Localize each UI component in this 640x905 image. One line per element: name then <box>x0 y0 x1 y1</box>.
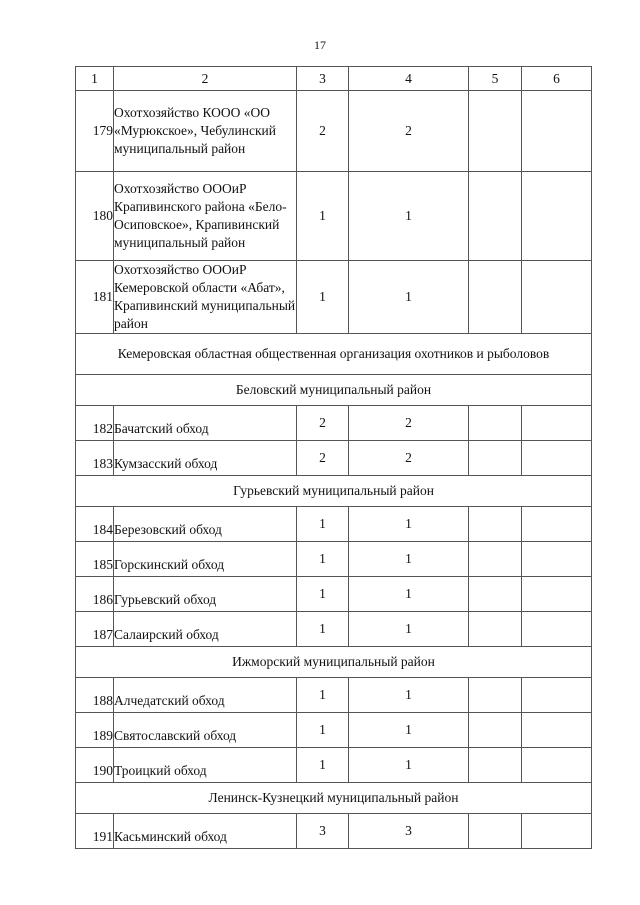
row-number: 188 <box>76 678 114 713</box>
row-number: 189 <box>76 713 114 748</box>
col-5-empty <box>469 91 522 172</box>
table-row <box>76 406 592 441</box>
col-5-empty <box>469 172 522 261</box>
table-row <box>76 441 592 476</box>
header-col-1: 1 <box>76 67 114 91</box>
col-4-value: 1 <box>349 678 469 713</box>
col-5-empty <box>469 814 522 849</box>
col-4-value: 1 <box>349 612 469 647</box>
row-number: 191 <box>76 814 114 849</box>
col-3-value: 1 <box>297 713 349 748</box>
table-row <box>76 542 592 577</box>
col-4-value: 2 <box>349 441 469 476</box>
col-6-empty <box>522 441 592 476</box>
table-row <box>76 577 592 612</box>
row-number: 181 <box>76 261 114 334</box>
table-row <box>76 91 592 172</box>
registry-table <box>75 66 592 849</box>
col-3-value: 1 <box>297 542 349 577</box>
row-number: 186 <box>76 577 114 612</box>
header-col-5: 5 <box>469 67 522 91</box>
col-4-value: 2 <box>349 91 469 172</box>
col-4-value: 3 <box>349 814 469 849</box>
col-5-empty <box>469 542 522 577</box>
col-4-value: 2 <box>349 406 469 441</box>
table-row <box>76 261 592 334</box>
col-5-empty <box>469 406 522 441</box>
col-4-value: 1 <box>349 172 469 261</box>
table-row <box>76 713 592 748</box>
table-row <box>76 507 592 542</box>
col-4-value: 1 <box>349 542 469 577</box>
col-5-empty <box>469 612 522 647</box>
hunting-ground-name: Охотхозяйство ОООиР Кемеровской области «Абат», Крапивинский муниципальный район <box>114 261 297 334</box>
col-6-empty <box>522 577 592 612</box>
col-3-value: 2 <box>297 441 349 476</box>
organization-title: Кемеровская областная общественная организация охотников и рыболовов <box>76 334 592 375</box>
district-row <box>76 375 592 406</box>
hunting-ground-name: Алчедатский обход <box>114 678 297 713</box>
hunting-ground-name: Святославский обход <box>114 713 297 748</box>
col-5-empty <box>469 748 522 783</box>
col-6-empty <box>522 713 592 748</box>
col-3-value: 1 <box>297 577 349 612</box>
col-4-value: 1 <box>349 507 469 542</box>
hunting-ground-name: Гурьевский обход <box>114 577 297 612</box>
col-5-empty <box>469 507 522 542</box>
hunting-ground-name: Охотхозяйство ОООиР Крапивинского района «Бело-Осиповское», Крапивинский муниципальный район <box>114 172 297 261</box>
row-number: 180 <box>76 172 114 261</box>
hunting-ground-name: Троицкий обход <box>114 748 297 783</box>
hunting-ground-name: Бачатский обход <box>114 406 297 441</box>
row-number: 190 <box>76 748 114 783</box>
hunting-ground-name: Кумзасский обход <box>114 441 297 476</box>
col-3-value: 1 <box>297 678 349 713</box>
table-row <box>76 748 592 783</box>
col-3-value: 1 <box>297 507 349 542</box>
col-3-value: 1 <box>297 172 349 261</box>
col-4-value: 1 <box>349 577 469 612</box>
row-number: 185 <box>76 542 114 577</box>
col-6-empty <box>522 678 592 713</box>
col-3-value: 3 <box>297 814 349 849</box>
col-5-empty <box>469 678 522 713</box>
col-3-value: 2 <box>297 406 349 441</box>
header-col-4: 4 <box>349 67 469 91</box>
header-row <box>76 67 592 91</box>
col-5-empty <box>469 441 522 476</box>
table-row <box>76 678 592 713</box>
hunting-ground-name: Касьминский обход <box>114 814 297 849</box>
col-4-value: 1 <box>349 261 469 334</box>
col-6-empty <box>522 748 592 783</box>
district-row <box>76 783 592 814</box>
table-row <box>76 172 592 261</box>
col-6-empty <box>522 261 592 334</box>
row-number: 179 <box>76 91 114 172</box>
col-5-empty <box>469 261 522 334</box>
row-number: 187 <box>76 612 114 647</box>
row-number: 183 <box>76 441 114 476</box>
row-number: 184 <box>76 507 114 542</box>
col-6-empty <box>522 507 592 542</box>
district-title: Гурьевский муниципальный район <box>76 476 592 507</box>
organization-row <box>76 334 592 375</box>
col-5-empty <box>469 577 522 612</box>
col-3-value: 2 <box>297 91 349 172</box>
hunting-ground-name: Горскинский обход <box>114 542 297 577</box>
col-6-empty <box>522 406 592 441</box>
header-col-3: 3 <box>297 67 349 91</box>
district-title: Ленинск-Кузнецкий муниципальный район <box>76 783 592 814</box>
district-row <box>76 647 592 678</box>
col-6-empty <box>522 612 592 647</box>
header-col-2: 2 <box>114 67 297 91</box>
col-4-value: 1 <box>349 748 469 783</box>
hunting-ground-name: Охотхозяйство КООО «ОО «Мурюкское», Чебулинский муниципальный район <box>114 91 297 172</box>
header-col-6: 6 <box>522 67 592 91</box>
col-6-empty <box>522 814 592 849</box>
district-title: Беловский муниципальный район <box>76 375 592 406</box>
hunting-ground-name: Березовский обход <box>114 507 297 542</box>
district-row <box>76 476 592 507</box>
hunting-ground-name: Салаирский обход <box>114 612 297 647</box>
col-6-empty <box>522 91 592 172</box>
col-4-value: 1 <box>349 713 469 748</box>
page-number: 17 <box>314 38 326 52</box>
col-5-empty <box>469 713 522 748</box>
col-6-empty <box>522 542 592 577</box>
table-row <box>76 814 592 849</box>
district-title: Ижморский муниципальный район <box>76 647 592 678</box>
col-3-value: 1 <box>297 261 349 334</box>
table-row <box>76 612 592 647</box>
col-3-value: 1 <box>297 612 349 647</box>
col-6-empty <box>522 172 592 261</box>
row-number: 182 <box>76 406 114 441</box>
col-3-value: 1 <box>297 748 349 783</box>
